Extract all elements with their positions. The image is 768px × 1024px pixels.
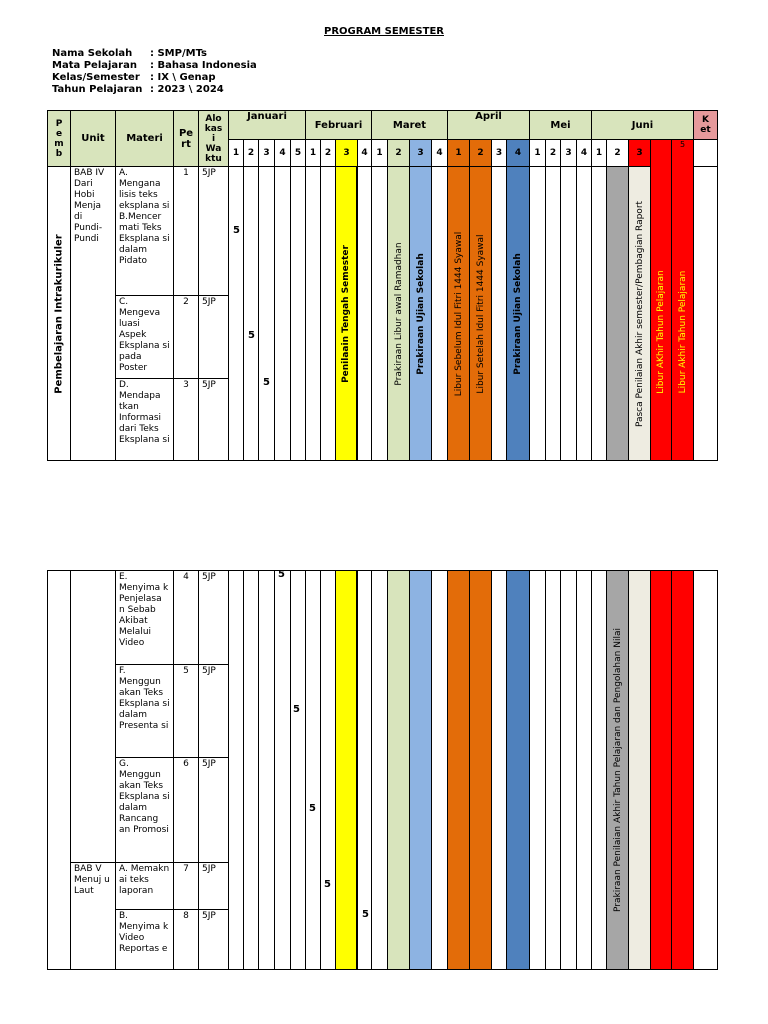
grid-line [371, 570, 372, 970]
info-row-subject [52, 60, 257, 72]
header-pemb: P e m b [47, 110, 71, 167]
info-block [52, 48, 257, 96]
week-number-cell: 4 [357, 139, 372, 167]
pert-cell: 5 [173, 664, 199, 758]
grid-line [320, 570, 321, 970]
schedule-mark: 5 [362, 909, 369, 920]
column-prakiraan-pat [606, 570, 629, 970]
juni-corner-number: 5 [680, 140, 686, 149]
sebelum-label: Libur Sebelum Idul Fitri 1444 Syawal [453, 231, 464, 396]
week-number-cell: 1 [447, 139, 470, 167]
alokasi-cell: 5JP [198, 570, 229, 665]
info-row-class [52, 72, 257, 84]
week-number-cell: 3 [628, 139, 651, 167]
week-number-cell: 2 [243, 139, 259, 167]
grid-line [243, 166, 244, 461]
schedule-mark: 5 [278, 569, 285, 580]
week-number-cell: 2 [320, 139, 336, 167]
libur-akhir-1-label: Libur AKhir Tahun Pelajaran [656, 270, 666, 394]
grid-line [357, 570, 358, 970]
grid-line [576, 570, 577, 970]
week-number-cell: 3 [560, 139, 577, 167]
grid-line [305, 570, 306, 970]
grid-line [591, 570, 592, 970]
materi-cell: B. Menyima k Video Reportas e [115, 909, 174, 970]
info-value: : Bahasa Indonesia [150, 60, 257, 71]
column-ujian-sekolah [409, 166, 432, 461]
column-cream-2 [628, 570, 651, 970]
ujian2-label: Prakiraan Ujian Sekolah [513, 252, 523, 375]
pemb-cell [47, 166, 71, 461]
info-label: Tahun Pelajaran [52, 84, 143, 95]
week-number-cell: 3 [335, 139, 358, 167]
pert-cell: 7 [173, 862, 199, 910]
grid-line [371, 166, 372, 461]
pert-cell: 2 [173, 295, 199, 379]
unit-cell-bab-iv: BAB IV Dari Hobi Menja di Pundi-Pundi [70, 166, 116, 461]
info-row-school [52, 48, 257, 60]
grid-line [290, 570, 291, 970]
materi-cell: C. Mengeva luasi Aspek Eksplana si pada Poster [115, 295, 174, 379]
unit-cell-bab-v: BAB V Menuj u Laut [70, 862, 116, 970]
grid-line [305, 166, 306, 461]
unit-cell-bab-iv-cont [70, 570, 116, 863]
column-libur-akhir-1 [650, 139, 672, 461]
header-month-maret: Maret [371, 110, 448, 140]
ket-cell-2 [693, 570, 718, 970]
week-number-cell: 3 [409, 139, 432, 167]
header-pertemuan: Pe rt [173, 110, 199, 167]
materi-cell: E. Menyima k Penjelasa n Sebab Akibat Melalui Video [115, 570, 174, 665]
week-number-cell: 2 [387, 139, 410, 167]
column-pasca-penilaian [628, 166, 651, 461]
week-number-cell: 1 [228, 139, 244, 167]
alokasi-cell: 5JP [198, 295, 229, 379]
pts-label: Penilaain Tengah Semester [341, 244, 351, 383]
column-libur-ramadhan [387, 166, 410, 461]
alokasi-cell: 5JP [198, 664, 229, 758]
grid-line [243, 570, 244, 970]
grid-line [290, 166, 291, 461]
setelah-label: Libur Setelah Idul Fitri 1444 Syawal [475, 233, 486, 394]
pert-cell: 3 [173, 378, 199, 461]
info-label: Kelas/Semester [52, 72, 140, 83]
grid-line [545, 570, 546, 970]
schedule-mark: 5 [263, 377, 270, 388]
info-value: : 2023 \ 2024 [150, 84, 224, 95]
grid-line [228, 570, 229, 970]
week-number-cell: 1 [371, 139, 388, 167]
info-label: Nama Sekolah [52, 48, 133, 59]
materi-cell: A. Memakn ai teks laporan [115, 862, 174, 910]
header-month-april: April [447, 110, 530, 140]
info-label: Mata Pelajaran [52, 60, 137, 71]
week-number-cell: 2 [606, 139, 629, 167]
header-ket: K et [693, 110, 718, 140]
week-number-cell: 1 [591, 139, 607, 167]
column-libur-sebelum-idul-fitri-2 [447, 570, 470, 970]
header-alokasi: Alo kas i Wa ktu [198, 110, 229, 167]
column-ujian-sekolah-3 [409, 570, 432, 970]
column-libur-akhir-3 [650, 570, 672, 970]
column-gray-1 [606, 166, 629, 461]
column-ujian-sekolah-2 [506, 166, 530, 461]
info-row-year [52, 84, 257, 96]
column-libur-akhir-2 [671, 139, 694, 461]
materi-cell: F. Menggun akan Teks Eksplana si dalam Presenta si [115, 664, 174, 758]
schedule-mark: 5 [309, 803, 316, 814]
column-libur-sebelum-idul-fitri [447, 166, 470, 461]
column-penilaian-tengah-semester [335, 166, 357, 461]
column-libur-setelah-idul-fitri-2 [469, 570, 492, 970]
week-number-cell: 2 [469, 139, 492, 167]
materi-cell: A. Mengana lisis teks eksplana si B.Mencer mati Teks Eksplana si dalam Pidato [115, 166, 174, 296]
grid-line [258, 166, 259, 461]
grid-line [228, 166, 229, 461]
prakiraan-pat-label: Prakiraan Penilaian Akhir Tahun Pelajaran dan Pengolahan Nilai [612, 628, 623, 912]
grid-line [560, 570, 561, 970]
header-month-juni: Juni [591, 110, 694, 140]
schedule-mark: 5 [248, 330, 255, 341]
column-libur-ramadhan-2 [387, 570, 410, 970]
column-libur-setelah-idul-fitri [469, 166, 492, 461]
header-ket-blank [693, 139, 718, 167]
alokasi-cell: 5JP [198, 166, 229, 296]
grid-line [560, 166, 561, 461]
pert-cell: 8 [173, 909, 199, 970]
schedule-mark: 5 [233, 225, 240, 236]
libur-akhir-2-label: Libur Akhir Tahun Pelajaran [677, 270, 688, 394]
column-penilaian-tengah-semester-2 [335, 570, 357, 970]
grid-line [357, 166, 358, 461]
pert-cell: 4 [173, 570, 199, 665]
header-month-januari: Januari [228, 110, 306, 140]
alokasi-cell: 5JP [198, 862, 229, 910]
grid-line [576, 166, 577, 461]
pasca-label: Pasca Penilaian Akhir semester/Pembagian Raport [634, 200, 645, 427]
schedule-mark: 5 [293, 704, 300, 715]
week-number-cell: 1 [529, 139, 546, 167]
header-unit: Unit [70, 110, 116, 167]
pemb-cell-2 [47, 570, 71, 970]
grid-line [274, 166, 275, 461]
grid-line [545, 166, 546, 461]
ramadhan-label: Prakiraan Libur awal Ramadhan [393, 241, 404, 386]
week-number-cell: 3 [491, 139, 507, 167]
grid-line [274, 570, 275, 970]
header-month-februari: Februari [305, 110, 372, 140]
week-number-cell: 4 [274, 139, 291, 167]
alokasi-cell: 5JP [198, 909, 229, 970]
week-number-cell: 3 [258, 139, 275, 167]
alokasi-cell: 5JP [198, 757, 229, 863]
page-title: PROGRAM SEMESTER [324, 26, 444, 37]
ujian-label: Prakiraan Ujian Sekolah [415, 252, 426, 375]
ket-cell [693, 166, 718, 461]
grid-line [591, 166, 592, 461]
grid-line [320, 166, 321, 461]
info-value: : SMP/MTs [150, 48, 208, 59]
column-ujian-sekolah-4 [506, 570, 530, 970]
pemb-label: Pembelajaran Intrakurikuler [53, 233, 65, 394]
column-libur-akhir-4 [671, 570, 694, 970]
week-number-cell: 5 [290, 139, 306, 167]
week-number-cell: 2 [545, 139, 561, 167]
week-number-cell: 4 [576, 139, 592, 167]
pert-cell: 6 [173, 757, 199, 863]
info-value: : IX \ Genap [150, 72, 216, 83]
week-number-cell: 1 [305, 139, 321, 167]
week-number-cell: 4 [431, 139, 448, 167]
schedule-mark: 5 [324, 879, 331, 890]
materi-cell: D. Mendapa tkan Informasi dari Teks Eksplana si [115, 378, 174, 461]
materi-cell: G. Menggun akan Teks Eksplana si dalam Rancang an Promosi [115, 757, 174, 863]
header-month-mei: Mei [529, 110, 592, 140]
alokasi-cell: 5JP [198, 378, 229, 461]
grid-line [258, 570, 259, 970]
pert-cell: 1 [173, 166, 199, 296]
header-materi: Materi [115, 110, 174, 167]
week-number-cell: 4 [506, 139, 530, 167]
